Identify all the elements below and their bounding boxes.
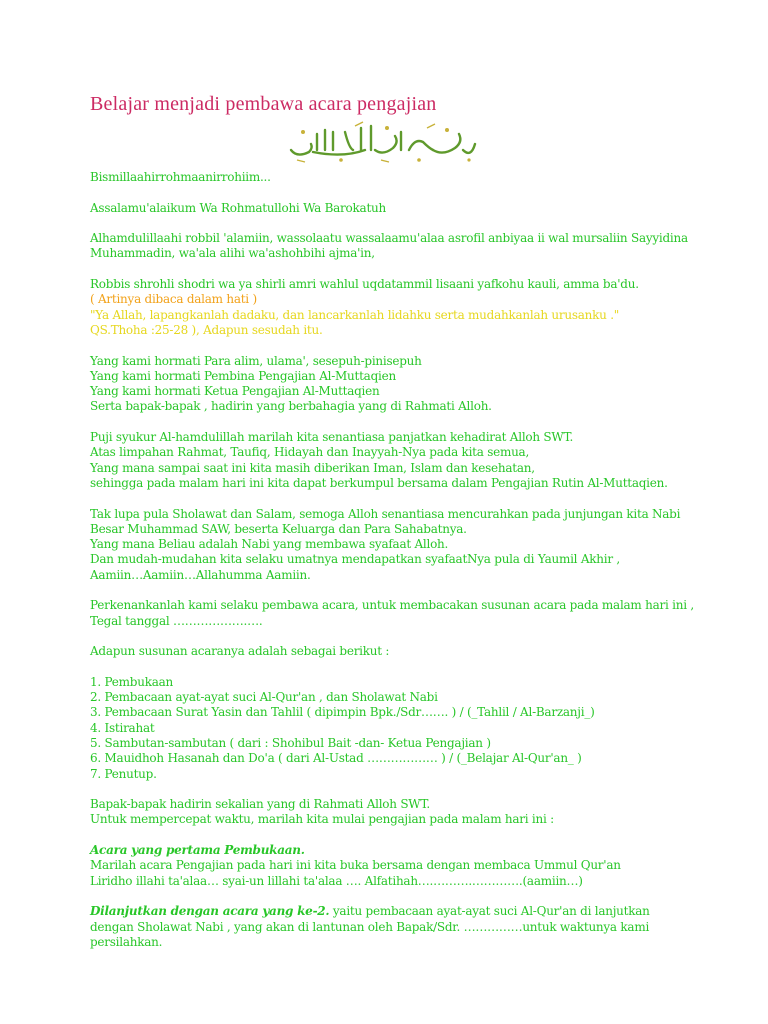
bapak-line-2: Untuk mempercepat waktu, marilah kita mulai pengajian pada malam hari ini : [90,812,554,827]
perkenan-line-2: Tegal tanggal ……………….…. [90,613,263,628]
sholawat-line-2: Besar Muhammad SAW, beserta Keluarga dan Para Sahabatnya. [90,521,467,536]
document-body [90,170,730,950]
lanjut-line-3: persilahkan. [90,934,163,949]
hamdalah-line-2: Muhammadin, wa'ala alihi wa'ashohbihi ajma'in, [90,246,375,261]
hormat-line-1: Yang kami hormati Para alim, ulama', sesepuh-pinisepuh [90,353,422,368]
hormat-line-3: Yang kami hormati Ketua Pengajian Al-Muttaqien [90,384,380,399]
lanjut-first-line [90,904,730,919]
syukur-line-3: Yang mana sampai saat ini kita masih diberikan Iman, Islam dan kesehatan, [90,460,535,475]
pembukaan-line-2: Liridho illahi ta'alaa… syai-un lillahi ta'alaa …. Alfatihah….……….………….(aamiin…) [90,873,583,888]
hormat-line-4: Serta bapak-bapak , hadirin yang berbahagia yang di Rahmati Alloh. [90,399,492,414]
sholawat-line-5: Aamiin…Aamiin…Allahumma Aamiin. [90,567,311,582]
agenda-item: 6. Mauidhoh Hasanah dan Do'a ( dari Al-Ustad ……………… ) / (_Belajar Al-Qur'an_ ) [90,751,582,766]
doa-line: Robbis shrohli shodri wa ya shirli amri wahlul uqdatammil lisaani yafkohu kauli, amma ba'du. [90,277,639,292]
agenda-item: 7. Penutup. [90,766,157,781]
pembukaan-line-1: Marilah acara Pengajian pada hari ini kita buka bersama dengan membaca Ummul Qur'an [90,858,621,873]
syukur-line-1: Puji syukur Al-hamdulillah marilah kita senantiasa panjatkan kehadirat Alloh SWT. [90,430,574,445]
agenda-intro: Adapun susunan acaranya adalah sebagai berikut : [90,644,390,659]
lanjut-rest: yaitu pembacaan ayat-ayat suci Al-Qur'an di lanjutkan [329,904,650,919]
syukur-line-4: sehingga pada malam hari ini kita dapat berkumpul bersama dalam Pengajian Rutin Al-Muttaqien. [90,475,668,490]
page-title: Belajar menjadi pembawa acara pengajian [90,93,437,115]
basmalah-calligraphy [283,120,479,166]
hamdalah-line-1: Alhamdulillaahi robbil 'alamiin, wassolaatu wassalaamu'alaa asrofil anbiyaa ii wal mursaliin Sayyidina [90,231,688,246]
lanjut-heading: Dilanjutkan dengan acara yang ke-2. [90,904,330,919]
sholawat-line-3: Yang mana Beliau adalah Nabi yang membawa syafaat Alloh. [90,537,449,552]
perkenan-line-1: Perkenankanlah kami selaku pembawa acara, untuk membacakan susunan acara pada malam hari ini , [90,598,694,613]
pembukaan-heading: Acara yang pertama Pembukaan. [90,843,305,858]
syukur-line-2: Atas limpahan Rahmat, Taufiq, Hidayah dan Inayyah-Nya pada kita semua, [90,445,530,460]
sholawat-line-1: Tak lupa pula Sholawat dan Salam, semoga Alloh senantiasa mencurahkan pada junjungan kita Nabi [90,506,681,521]
greeting-salam: Assalamu'alaikum Wa Rohmatullohi Wa Barokatuh [90,200,386,215]
lanjut-line-2: dengan Sholawat Nabi , yang akan di lantunan oleh Bapak/Sdr. ……………untuk waktunya kami [90,919,650,934]
agenda-item: 2. Pembacaan ayat-ayat suci Al-Qur'an , dan Sholawat Nabi [90,690,438,705]
sholawat-line-4: Dan mudah-mudahan kita selaku umatnya mendapatkan syafaatNya pula di Yaumil Akhir , [90,552,620,567]
doa-meaning-line-2: QS.Thoha :25-28 ), Adapun sesudah itu. [90,322,323,337]
opening-basmalah: Bismillaahirrohmaanirrohiim... [90,170,271,184]
bapak-line-1: Bapak-bapak hadirin sekalian yang di Rahmati Alloh SWT. [90,797,430,812]
agenda-item: 3. Pembacaan Surat Yasin dan Tahlil ( dipimpin Bpk./Sdr……. ) / (_Tahlil / Al-Barzanji_) [90,705,595,720]
artinya-note: ( Artinya dibaca dalam hati ) [90,292,257,307]
doa-meaning-line-1: "Ya Allah, lapangkanlah dadaku, dan lancarkanlah lidahku serta mudahkanlah urusanku ." [90,307,620,322]
hormat-line-2: Yang kami hormati Pembina Pengajian Al-Muttaqien [90,368,396,383]
agenda-item: 5. Sambutan-sambutan ( dari : Shohibul Bait -dan- Ketua Pengajian ) [90,735,491,750]
agenda-item: 4. Istirahat [90,720,155,735]
agenda-item: 1. Pembukaan [90,674,173,689]
